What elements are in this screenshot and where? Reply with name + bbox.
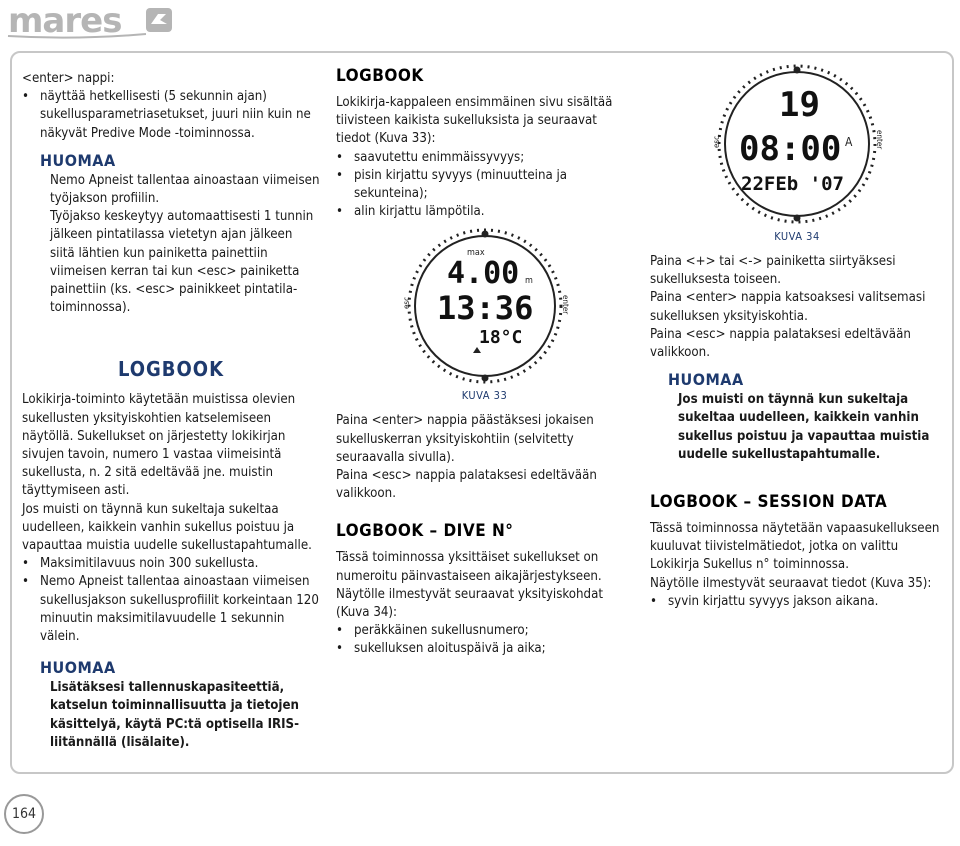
enter-label: enter xyxy=(560,295,570,315)
dive-bullets xyxy=(336,622,633,658)
paragraph: Lokikirja-toiminto käytetään muistissa olevien sukellusten yksityiskohtien katselemiseen näytöllä. Sukellukset on järjestetty lokikirjan sivujen tavoin, numero 1 vastaa viimeisintä sukellusta, n. 2 sitä edeltävää jne. muistin täyttymiseen asti. xyxy=(22,392,296,499)
section-title: LOGBOOK – SESSION DATA xyxy=(650,492,888,513)
logbook-bullets xyxy=(336,149,633,222)
list-item: • peräkkäinen sukellusnumero; xyxy=(336,622,633,640)
section-title: LOGBOOK xyxy=(336,66,424,86)
paragraph: Tässä toiminnossa yksittäiset sukellukset on numeroitu päinvastaiseen aikajärjestykseen. xyxy=(336,550,602,584)
note-title: HUOMAA xyxy=(40,150,116,170)
enter-button-bullets xyxy=(22,88,320,143)
memory-bullets xyxy=(22,555,320,646)
max-label: max xyxy=(466,248,485,259)
list-item: • alin kirjattu lämpötila. xyxy=(336,203,633,221)
session-bullets xyxy=(650,593,944,611)
paragraph: Jos muisti on täynnä kun sukeltaja sukeltaa uudelleen, kaikkein vanhin sukellus poistuu ja vapauttaa muistia uudelle sukellustapahtumalle. xyxy=(22,501,312,554)
section-title: LOGBOOK – DIVE N° xyxy=(336,521,514,542)
list-item: • saavutettu enimmäissyvyys; xyxy=(336,149,633,167)
list-item: • syvin kirjattu syvyys jakson aikana. xyxy=(650,593,944,611)
watch-figure-34 xyxy=(707,60,887,228)
note-text: Lisätäksesi tallennuskapasiteettiä, katselun toiminnallisuutta ja tietojen käsittelyä, käytä PC:tä optisella IRIS-liitännällä (lisälaite). xyxy=(50,680,300,750)
paragraph: Näytölle ilmestyvät seuraavat yksityiskohdat (Kuva 34): xyxy=(336,586,604,621)
paragraph: Paina <enter> nappia päästäksesi jokaisen sukelluskerran yksityiskohtiin (selvitetty seuraavalla sivulla). xyxy=(336,413,594,465)
esc-label: esc xyxy=(401,297,411,310)
depth-value: 4.00 xyxy=(446,256,519,292)
paragraph: Paina <esc> nappia palataksesi edeltävään valikkoon. xyxy=(650,326,911,361)
list-item: • sukelluksen aloituspäivä ja aika; xyxy=(336,640,633,658)
ampm-label: A xyxy=(845,135,853,149)
note-title: HUOMAA xyxy=(668,370,744,390)
column-right xyxy=(650,62,944,611)
list-item: • Maksimitilavuus noin 300 sukellusta. xyxy=(22,555,320,573)
enter-label: enter xyxy=(875,130,884,150)
list-item: • näyttää hetkellisesti (5 sekunnin ajan) sukellusparametriasetukset, juuri niin kuin ne näkyvät Predive Mode -toiminnossa. xyxy=(22,88,320,143)
svg-text:mares: mares xyxy=(8,2,122,40)
list-item: • Nemo Apneist tallentaa ainoastaan viimeisen sukellusjakson sukellusprofiilit korkeintaan 120 minuutin maksimitilavuudelle 1 sekunnin välein. xyxy=(22,573,320,646)
list-item: • pisin kirjattu syvyys (minuutteina ja sekunteina); xyxy=(336,167,633,203)
date-value: 22FEb '07 xyxy=(741,173,844,195)
section-title: LOGBOOK xyxy=(117,357,225,382)
time-value: 13:36 xyxy=(436,289,533,328)
mares-logo xyxy=(6,2,174,40)
note-text: Työjakso keskeytyy automaattisesti 1 tunnin jälkeen pintatilassa vietetyn ajan jälkeen siitä lähtien kun painiketta painettiin viimeisen kerran tai kun <esc> painiketta painettiin (ks. <esc> painikkeet pintatila-toiminnossa). xyxy=(50,209,314,316)
esc-label: esc xyxy=(712,135,721,148)
note-text: Jos muisti on täynnä kun sukeltaja sukeltaa uudelleen, kaikkein vanhin sukellus poistuu ja vapauttaa muistia uudelle sukellustapahtumalle. xyxy=(678,392,930,462)
figure-caption: KUVA 33 xyxy=(461,389,508,403)
paragraph: Paina <enter> nappia katsoaksesi valitsemasi sukelluksen yksityiskohtia. xyxy=(650,290,926,324)
column-left xyxy=(22,62,320,752)
paragraph: Näytölle ilmestyvät seuraavat tiedot (Kuva 35): xyxy=(650,575,932,591)
note-title: HUOMAA xyxy=(40,658,116,678)
figure-caption: KUVA 34 xyxy=(774,230,820,243)
paragraph: Lokikirja-kappaleen ensimmäinen sivu sisältää tiivisteen kaikista sukelluksista ja seuraavat tiedot (Kuva 33): xyxy=(336,95,613,147)
depth-unit: m xyxy=(524,276,533,287)
temp-value: 18°C xyxy=(478,327,522,349)
paragraph: Tässä toiminnossa näytetään vapaasukellukseen kuuluvat tiivistelmätiedot, jotka on valittu Lokikirja Sukellus n° toiminnossa. xyxy=(650,521,940,573)
time-value: 08:00 xyxy=(739,129,842,169)
column-middle xyxy=(336,62,633,659)
dive-number: 19 xyxy=(779,85,820,125)
paragraph: Paina <+> tai <-> painiketta siirtyäksesi sukelluksesta toiseen. xyxy=(650,254,896,288)
paragraph: Paina <esc> nappia palataksesi edeltävään valikkoon. xyxy=(336,468,597,502)
watch-figure-33 xyxy=(395,225,575,387)
enter-button-intro: <enter> nappi: xyxy=(22,71,115,86)
note-text: Nemo Apneist tallentaa ainoastaan viimeisen työjakson profiilin. xyxy=(50,172,320,207)
page-number: 164 xyxy=(4,794,44,834)
